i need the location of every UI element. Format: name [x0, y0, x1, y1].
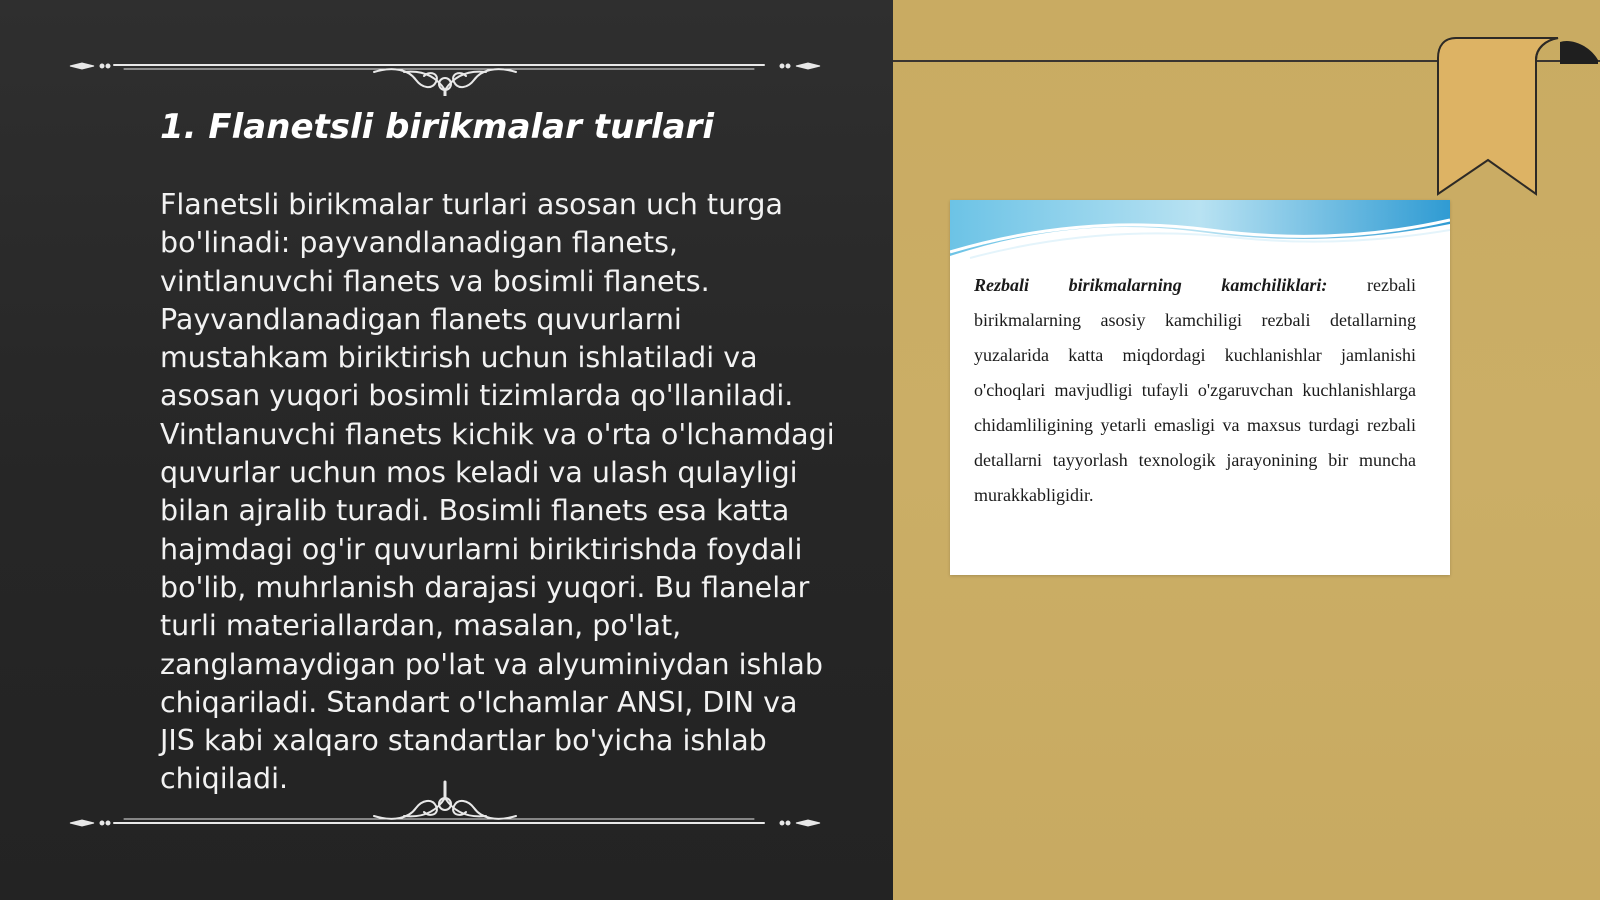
wave-header-graphic — [950, 200, 1450, 260]
page-title: 1. Flanetsli birikmalar turlari — [160, 107, 714, 147]
flourish-divider-icon — [64, 36, 826, 96]
note-body: rezbali birikmalarning asosiy kamchiligi rezbali detallarning yuzalarida katta miqdordagi kuchlanishlar jamlanishi o'choqlari mavjudligi tufayli o'zgaruvchan kuchlanishlarga chidamliligining yetarli emasligi va maxsus turdagi rezbali detallarni tayyorlash texnologik jarayonining bir muncha murakkabligidir. — [974, 275, 1417, 505]
bookmark-ribbon-icon — [1432, 36, 1600, 200]
flourish-divider-icon — [64, 778, 826, 838]
note-text — [974, 268, 1416, 513]
body-text: Flanetsli birikmalar turlari asosan uch turga bo'linadi: payvandlanadigan flanets, vintlanuvchi flanets va bosimli flanets. Payvandlanadigan flanets quvurlarni mustahkam biriktirish uchun ishlatiladi va asosan yuqori bosimli tizimlarda qo'llaniladi. Vintlanuvchi flanets kichik va o'rta o'lchamdagi quvurlar uchun mos keladi va ulash qulayligi bilan ajralib turadi. Bosimli flanets esa katta hajmdagi og'ir quvurlarni biriktirishda foydali bo'lib, muhrlanish darajasi yuqori. Bu flanelar turli materiallardan, masalan, po'lat, zanglamaydigan po'lat va alyuminiydan ishlab chiqariladi. Standart o'lchamlar ANSI, DIN va JIS kabi xalqaro standartlar bo'yicha ishlab chiqiladi. — [160, 188, 835, 796]
note-lead: Rezbali birikmalarning kamchiliklari: — [974, 275, 1328, 295]
note-card — [950, 200, 1450, 575]
